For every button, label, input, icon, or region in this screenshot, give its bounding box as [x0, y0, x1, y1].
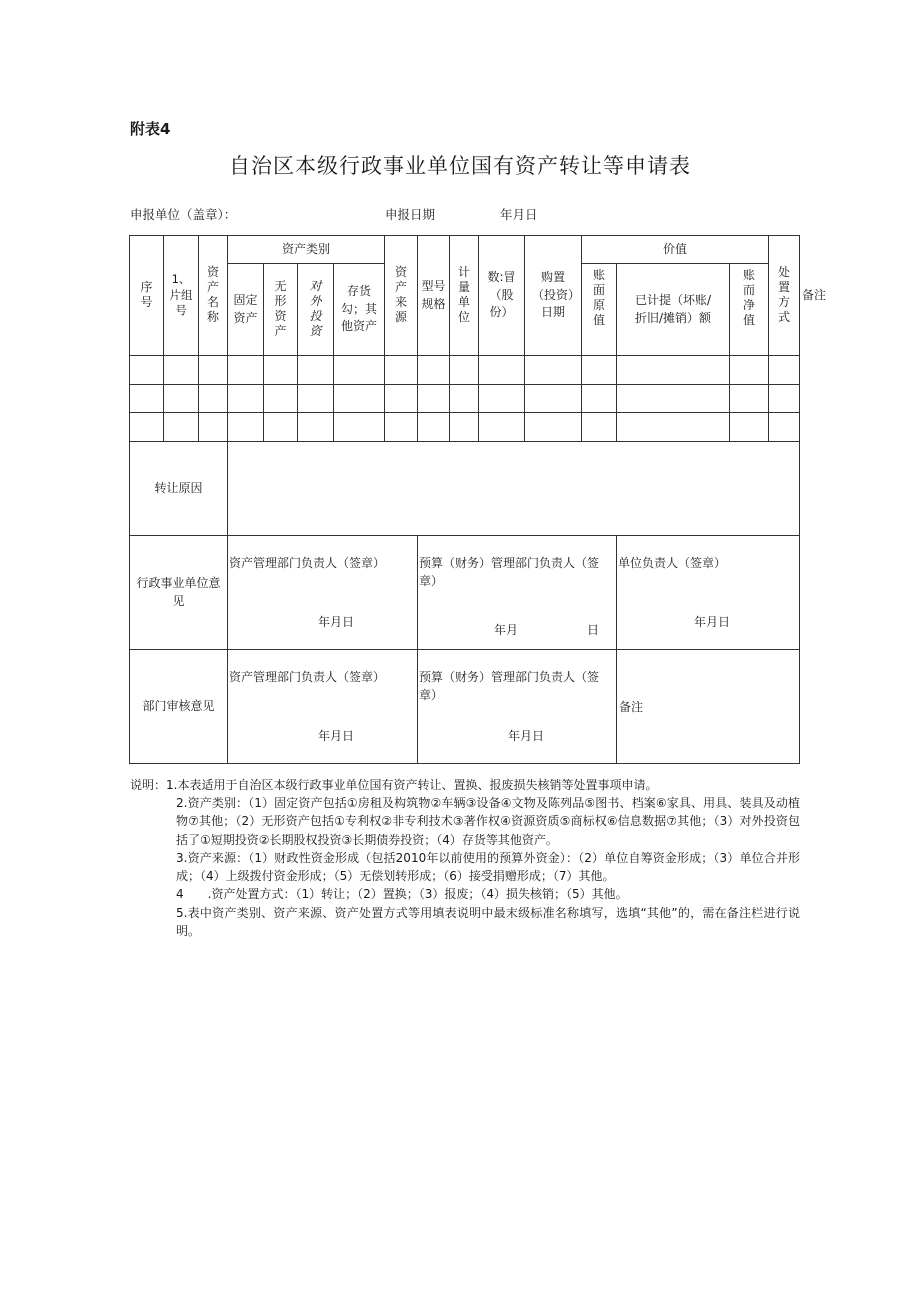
table-cell[interactable]: [264, 385, 298, 413]
table-cell[interactable]: [730, 356, 769, 385]
table-cell[interactable]: [264, 356, 298, 385]
dept-budget-head-sign[interactable]: 预算（财务）管理部门负责人（签章） 年月日: [418, 650, 617, 764]
table-cell[interactable]: [479, 385, 525, 413]
transfer-reason-field[interactable]: [228, 442, 800, 536]
header-disposal-method: 处置方式: [769, 236, 800, 356]
table-cell[interactable]: [298, 356, 334, 385]
table-cell[interactable]: [228, 413, 264, 442]
application-date-value: 年月日: [500, 207, 538, 222]
note-4: 4 .资产处置方式：（1）转让；（2）置换；（3）报废；（4）损失核销；（5）其他。: [176, 887, 628, 902]
header-asset-source: 资产来源: [385, 236, 418, 356]
header-card-no: 1、片组号: [164, 236, 199, 356]
header-book-net: 账而净值: [730, 264, 769, 356]
table-cell[interactable]: [450, 413, 479, 442]
table-cell[interactable]: [385, 385, 418, 413]
table-cell[interactable]: [199, 356, 228, 385]
header-value: 价值: [582, 236, 769, 264]
table-cell[interactable]: [617, 356, 730, 385]
header-purchase-date: 购置（投资）日期: [525, 236, 582, 356]
application-date-label: 申报日期: [385, 207, 436, 222]
table-cell[interactable]: [525, 356, 582, 385]
table-cell[interactable]: [582, 356, 617, 385]
header-accrued: 已计提（坏账/折旧/摊销）额: [617, 264, 730, 356]
table-cell[interactable]: [525, 385, 582, 413]
table-cell[interactable]: [450, 356, 479, 385]
applicant-unit-label: 申报单位（盖章）：: [130, 207, 237, 222]
table-cell[interactable]: [385, 413, 418, 442]
table-cell[interactable]: [769, 356, 800, 385]
unit-head-sign[interactable]: 单位负责人（签章） 年月日: [617, 536, 800, 650]
header-external-investment: 对外投资: [298, 264, 334, 356]
instructions: [130, 776, 800, 940]
table-cell[interactable]: [479, 413, 525, 442]
header-intangible-asset: 无形资产: [264, 264, 298, 356]
table-cell[interactable]: [130, 385, 164, 413]
table-cell[interactable]: [617, 413, 730, 442]
table-cell[interactable]: [298, 413, 334, 442]
note-3: 3.资产来源：（1）财政性资金形成（包括2010年以前使用的预算外资金）：（2）单位自筹资金形成；（3）单位合并形成；（4）上级拨付资金形成；（5）无偿划转形成；（6）接受捐赠形成；（7）其他。: [176, 850, 800, 884]
table-cell[interactable]: [479, 356, 525, 385]
table-cell[interactable]: [264, 413, 298, 442]
table-cell[interactable]: [130, 413, 164, 442]
table-cell[interactable]: [334, 356, 385, 385]
table-cell[interactable]: [385, 356, 418, 385]
table-cell[interactable]: [199, 385, 228, 413]
header-seq: 序号: [130, 236, 164, 356]
header-unit-of-measure: 计量单位: [450, 236, 479, 356]
dept-remarks[interactable]: 备注: [617, 650, 800, 764]
table-cell[interactable]: [130, 356, 164, 385]
header-asset-name: 资产名称: [199, 236, 228, 356]
table-cell[interactable]: [164, 356, 199, 385]
unit-opinion-label: 行政事业单位意见: [130, 536, 228, 650]
table-cell[interactable]: [298, 385, 334, 413]
table-row: [130, 413, 800, 442]
dept-opinion-label: 部门审核意见: [130, 650, 228, 764]
header-model-spec: 型号规格: [418, 236, 450, 356]
form-title: 自治区本级行政事业单位国有资产转让等申请表: [229, 154, 691, 178]
table-row: [130, 385, 800, 413]
table-cell[interactable]: [769, 385, 800, 413]
header-inventory-other: 存货勾；其他资产: [334, 264, 385, 356]
table-cell[interactable]: [769, 413, 800, 442]
annex-label: 附表4: [130, 120, 171, 138]
header-fixed-asset: 固定资产: [228, 264, 264, 356]
note-1: 说明：1.本表适用于自治区本级行政事业单位国有资产转让、置换、报废损失核销等处置事项申请。: [130, 778, 658, 792]
table-cell[interactable]: [418, 385, 450, 413]
transfer-reason-label: 转让原因: [130, 442, 228, 536]
header-asset-category: 资产类别: [228, 236, 385, 264]
unit-asset-head-sign[interactable]: 资产管理部门负责人（签章） 年月日: [228, 536, 418, 650]
table-cell[interactable]: [582, 413, 617, 442]
table-cell[interactable]: [730, 413, 769, 442]
table-cell[interactable]: [450, 385, 479, 413]
application-table: 序号 1、片组号 资产名称 资产类别 资产来源 型号规格 计量单位 数:冒（股份） 购置（投资）日期 价值 处置方式 备注 固定资产 无形资产 对外投资 存货勾；其他资产 账面原值 已计提（坏账/折旧/摊销）额 账而净值 转让原因 行政事业单位意见 资产管理部门负责人（签章） 年月日 预算（财务）管理部门负责人（签章） 年月 日 单位负责人（签章） 年月日 部门审核意见 资产管理部门负责人（签章） 年月日 预算（财务）管理部门负责人（签章） 年月日 备注: [129, 235, 800, 764]
table-cell[interactable]: [334, 413, 385, 442]
table-cell[interactable]: [418, 356, 450, 385]
table-cell[interactable]: [582, 385, 617, 413]
table-cell[interactable]: [418, 413, 450, 442]
table-cell[interactable]: [334, 385, 385, 413]
header-book-original: 账面原值: [582, 264, 617, 356]
table-cell[interactable]: [164, 413, 199, 442]
header-quantity: 数:冒（股份）: [479, 236, 525, 356]
table-cell[interactable]: [199, 413, 228, 442]
table-cell[interactable]: [617, 385, 730, 413]
table-cell[interactable]: [228, 356, 264, 385]
table-cell[interactable]: [525, 413, 582, 442]
table-cell[interactable]: [164, 385, 199, 413]
note-2: 2.资产类别：（1）固定资产包括①房租及构筑物②车辆③设备④文物及陈列品⑤图书、档案⑥家具、用具、装具及动植物⑦其他；（2）无形资产包括①专利权②非专利技术③著作权④资源资质⑤商标权⑥信息数据⑦其他；（3）对外投资包括了①短期投资②长期股权投资③长期债券投资；（4）存货等其他资产。: [176, 796, 800, 847]
table-row: [130, 356, 800, 385]
note-5: 5.表中资产类别、资产来源、资产处置方式等用填表说明中最末级标准名称填写，选填“其他”的，需在备注栏进行说明。: [176, 905, 800, 938]
unit-budget-head-sign[interactable]: 预算（财务）管理部门负责人（签章） 年月 日: [418, 536, 617, 650]
table-cell[interactable]: [228, 385, 264, 413]
table-cell[interactable]: [730, 385, 769, 413]
dept-asset-head-sign[interactable]: 资产管理部门负责人（签章） 年月日: [228, 650, 418, 764]
